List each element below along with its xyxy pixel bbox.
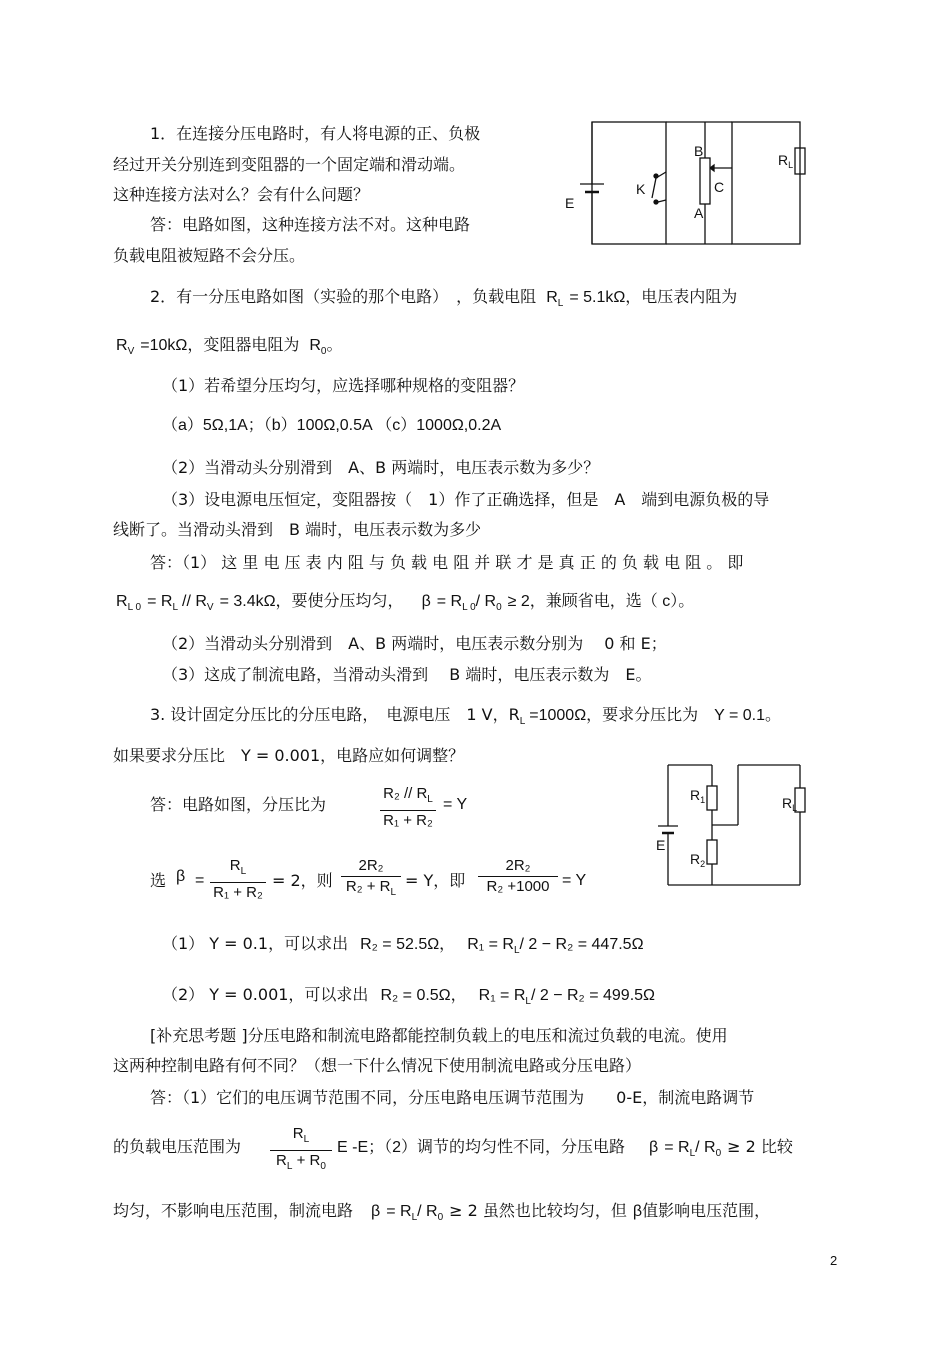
p3-solution-1: （1） Y = 0.1，可以求出 R₂ = 52.5Ω， $R_1 = R_L/$ 2 − R₂ = 447.5Ω <box>162 934 644 957</box>
circuit-figure-2 <box>650 760 820 890</box>
p2-answer-1-formula: $R_{L 0} = R_L // R_V = 3.4k\Omega$，要使分压均匀， $\beta = R_{L 0}/$ $R_0 \ge 2$，兼顾省电，选（ c）。 <box>116 593 695 614</box>
p3-solution-2: （2） Y = 0.001，可以求出 R₂ = 0.5Ω， $R_1 = R_L/$ 2 − R₂ = 499.5Ω <box>162 985 655 1008</box>
p2-line1: 2．有一分压电路如图（实验的那个电路） ，负载电阻 $R_L = 5.1k\Omega$，电压表内阻为 <box>150 287 738 310</box>
p1-line3: 这种连接方法对么？会有什么问题？ <box>113 185 370 204</box>
p2-question-2: （2）当滑动头分别滑到 A、B 两端时，电压表示数为多少？ <box>162 458 600 477</box>
p2-question-3b: 线断了。当滑动头滑到 B 端时，电压表示数为多少 <box>113 520 482 539</box>
fraction-ratio: $R_2 // R_L$ R₁ + R₂ <box>380 785 436 830</box>
fig1-label-k: K <box>636 181 646 197</box>
p3-select-label: 选 <box>150 871 167 890</box>
p3-line2: 如果要求分压比 Y = 0.001，电路应如何调整？ <box>113 746 465 765</box>
p3-line1: 3. 设计固定分压比的分压电路， 电源电压 1 V，$R_L =1000\Omega$，要求分压比为 Y = 0.1。 <box>150 705 782 728</box>
p3-eq-ie: = Y，即 <box>405 871 466 890</box>
p2-question-1: （1）若希望分压均匀，应选择哪种规格的变阻器？ <box>162 376 525 395</box>
fraction-y1: 2R₂ $R_2 + R_L$ <box>341 857 401 902</box>
p1-answer-line1: 答：电路如图，这种连接方法不对。这种电路 <box>150 215 471 234</box>
p3-eq-y2: = Y <box>562 872 587 889</box>
p2-question-3a: （3）设电源电压恒定，变阻器按（ 1）作了正确选择，但是 A 端到电源负极的导 <box>162 490 770 509</box>
fig1-label-a: A <box>694 205 704 221</box>
circuit-figure-1 <box>560 112 820 252</box>
p1-line2: 经过开关分别连到变阻器的一个固定端和滑动端。 <box>113 155 466 174</box>
p1-line1: 1．在连接分压电路时，有人将电源的正、负极 <box>150 124 481 143</box>
p4-line4a: 的负载电压范围为 <box>113 1137 242 1156</box>
p4-line5: 均匀，不影响电压范围，制流电路 $\beta = R_L/$ $R_0 \ge 2$ 虽然也比较均匀，但 β值影响电压范围， <box>113 1201 771 1224</box>
p3-eq: = <box>195 872 205 889</box>
fig2-label-e: E <box>656 837 666 853</box>
p4-line1: [补充思考题 ]分压电路和制流电路都能控制负载上的电压和流过负载的电流。使用 <box>150 1026 728 1045</box>
p2-answer-2: （2）当滑动头分别滑到 A、B 两端时，电压表示数分别为 0 和 E； <box>162 634 667 653</box>
fig2-label-rl: $R_L$ <box>782 795 798 813</box>
p4-line2: 这两种控制电路有何不同？（想一下什么情况下使用制流电路或分压电路） <box>113 1056 642 1075</box>
p2-options: （a）5Ω,1A；（b）100Ω,0.5A （c）1000Ω,0.2A <box>162 417 502 434</box>
p3-eq-then: = 2，则 <box>272 871 333 890</box>
p2-line2: $R_V =10k\Omega$，变阻器电阻为 $R_0$。 <box>116 335 343 358</box>
fig1-label-rl: $R_L$ <box>778 152 794 170</box>
fig1-label-e: E <box>565 195 575 211</box>
p3-beta: β <box>176 868 186 885</box>
p1-answer-line2: 负载电阻被短路不会分压。 <box>113 246 306 265</box>
fig2-label-r2: $R_2$ <box>690 851 706 869</box>
p2-answer-1: 答：（1） 这 里 电 压 表 内 阻 与 负 载 电 阻 并 联 才 是 真 正 的 负 载 电 阻 。 即 <box>150 553 744 572</box>
fraction-beta: $R_L$ R₁ + R₂ <box>210 857 266 902</box>
fig2-label-r1: $R_1$ <box>690 787 706 805</box>
fig1-label-c: C <box>714 179 725 195</box>
fig1-label-b: B <box>694 143 704 159</box>
fraction-y2: 2R₂ R₂ +1000 <box>478 857 558 896</box>
p2-answer-3: （3）这成了制流电路，当滑动头滑到 B 端时，电压表示数为 E。 <box>162 665 652 684</box>
page-number: 2 <box>830 1253 838 1268</box>
p4-line4b: E -E；（2）调节的均匀性不同，分压电路 $\beta = R_L/$ $R_0 \ge 2$ 比较 <box>337 1137 793 1160</box>
p4-line3: 答：（1）它们的电压调节范围不同，分压电路电压调节范围为 0-E，制流电路调节 <box>150 1088 755 1107</box>
p3-answer: 答：电路如图，分压比为 <box>150 795 327 814</box>
fraction-range: $R_L$ $R_L + R_0$ <box>270 1125 332 1176</box>
p3-eq-y: = Y <box>443 796 468 813</box>
